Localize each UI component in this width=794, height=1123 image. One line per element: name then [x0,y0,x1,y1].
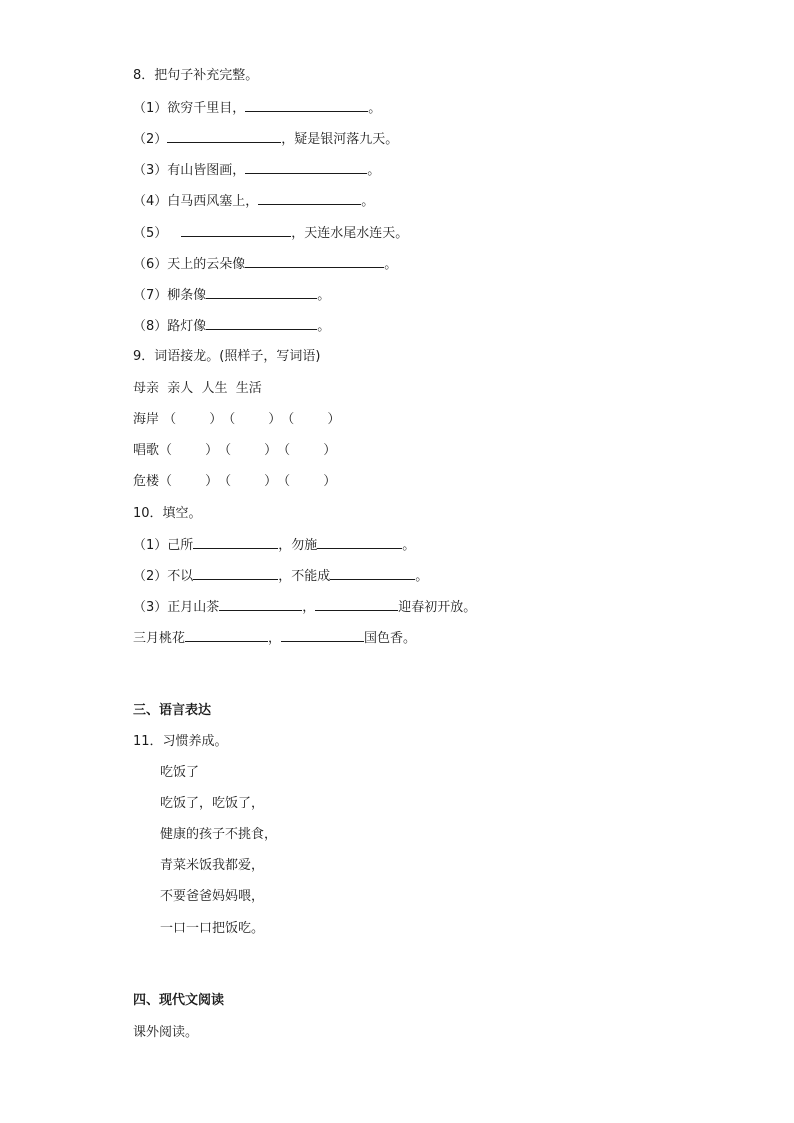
q9-row-2-answer-3[interactable]: （ ） [277,443,337,458]
q10-line-3-blank-1[interactable] [219,598,302,611]
q10-line-2-text-c: 。 [415,569,429,584]
q9-row-3-answer-1[interactable]: （ ） [159,474,219,489]
q8-item-2-blank[interactable] [167,130,281,143]
q10-line-2 [133,567,428,586]
q8-item-4-blank[interactable] [258,192,361,205]
q8-item-1-text: （1）欲穷千里目， [133,101,246,116]
q8-item-3-end: 。 [367,163,381,178]
question-10-title: 10．填空。 [133,506,202,521]
q9-example: 母亲 亲人 人生 生活 [133,381,262,396]
q8-item-8-blank[interactable] [206,317,317,330]
question-11-title: 11．习惯养成。 [133,734,228,749]
q10-line-1-text-a: （1）己所 [133,538,194,553]
q10-line-3-text-c: 迎春初开放。 [398,600,477,615]
section-3-heading: 三、语言表达 [133,703,212,718]
q8-item-7-blank[interactable] [206,286,317,299]
poem-line-3: 健康的孩子不挑食， [160,827,278,842]
q10-line-3-text-a: （3）正月山茶 [133,600,220,615]
q8-item-5-end: ，天连水尾水连天。 [291,226,409,241]
section-4-heading: 四、现代文阅读 [133,993,225,1008]
reading-intro: 课外阅读。 [133,1025,199,1040]
q10-line-4-text-a: 三月桃花 [133,631,186,646]
q8-item-6 [133,255,397,274]
q8-item-7-end: 。 [317,288,331,303]
q10-line-1-text-c: 。 [402,538,416,553]
q8-item-5 [133,224,408,243]
poem-line-2: 吃饭了，吃饭了， [160,796,265,811]
q8-item-8-end: 。 [317,319,331,334]
q10-line-1-text-b: ，勿施 [278,538,318,553]
q9-row-3-answer-3[interactable]: （ ） [277,474,337,489]
question-9-title: 9．词语接龙。(照样子，写词语) [133,349,321,364]
q8-item-5-text: （5） [133,226,168,241]
q10-line-1-blank-2[interactable] [317,536,402,549]
q8-item-2-end: ，疑是银河落九天。 [281,132,399,147]
q8-item-4 [133,192,374,211]
poem-line-6: 一口一口把饭吃。 [160,921,265,936]
q10-line-2-blank-1[interactable] [193,567,278,580]
q8-item-8 [133,317,330,336]
q8-item-1-blank[interactable] [245,99,368,112]
poem-line-1: 吃饭了 [160,765,200,780]
q8-item-4-end: 。 [361,194,375,209]
q8-item-4-text: （4）白马西风塞上， [133,194,259,209]
poem-line-4: 青菜米饭我都爱， [160,858,265,873]
q9-row-1-answer-3[interactable]: （ ） [281,412,341,427]
q8-item-2 [133,130,398,149]
q10-line-4-text-b: ， [268,631,282,646]
question-8-title: 8．把句子补充完整。 [133,68,259,83]
q10-line-1 [133,536,415,555]
q10-line-2-text-b: ，不能成 [278,569,331,584]
q10-line-3-blank-2[interactable] [315,598,398,611]
q8-item-5-blank[interactable] [181,224,291,237]
q8-item-6-end: 。 [384,257,398,272]
q9-row-2-word: 唱歌 [133,443,160,458]
q8-item-2-text: （2） [133,132,168,147]
q10-line-2-text-a: （2）不以 [133,569,194,584]
q8-item-3-blank[interactable] [245,161,367,174]
q10-line-3-text-b: ， [302,600,316,615]
q9-row-3-word: 危楼 [133,474,160,489]
q8-item-7 [133,286,330,305]
q9-row-3 [133,473,336,491]
q8-item-6-blank[interactable] [245,255,384,268]
q10-line-3 [133,598,476,617]
q9-row-2 [133,442,336,460]
q10-line-4-blank-1[interactable] [185,629,268,642]
q8-item-3 [133,161,380,180]
q8-item-7-text: （7）柳条像 [133,288,207,303]
q8-item-1 [133,99,381,118]
q8-item-6-text: （6）天上的云朵像 [133,257,246,272]
q9-row-1-answer-1[interactable]: （ ） [163,412,223,427]
q9-row-1-word: 海岸 [133,412,160,427]
poem-line-5: 不要爸爸妈妈喂， [160,889,265,904]
q10-line-4-blank-2[interactable] [281,629,364,642]
q8-item-1-end: 。 [368,101,382,116]
q10-line-2-blank-2[interactable] [330,567,415,580]
q10-line-4-text-c: 国色香。 [364,631,417,646]
q10-line-1-blank-1[interactable] [193,536,278,549]
q8-item-8-text: （8）路灯像 [133,319,207,334]
q10-line-4 [133,629,416,648]
q9-row-1-answer-2[interactable]: （ ） [222,412,282,427]
q9-row-3-answer-2[interactable]: （ ） [218,474,278,489]
q8-item-3-text: （3）有山皆图画， [133,163,246,178]
q9-row-2-answer-1[interactable]: （ ） [159,443,219,458]
q9-row-2-answer-2[interactable]: （ ） [218,443,278,458]
q9-row-1 [133,411,340,429]
